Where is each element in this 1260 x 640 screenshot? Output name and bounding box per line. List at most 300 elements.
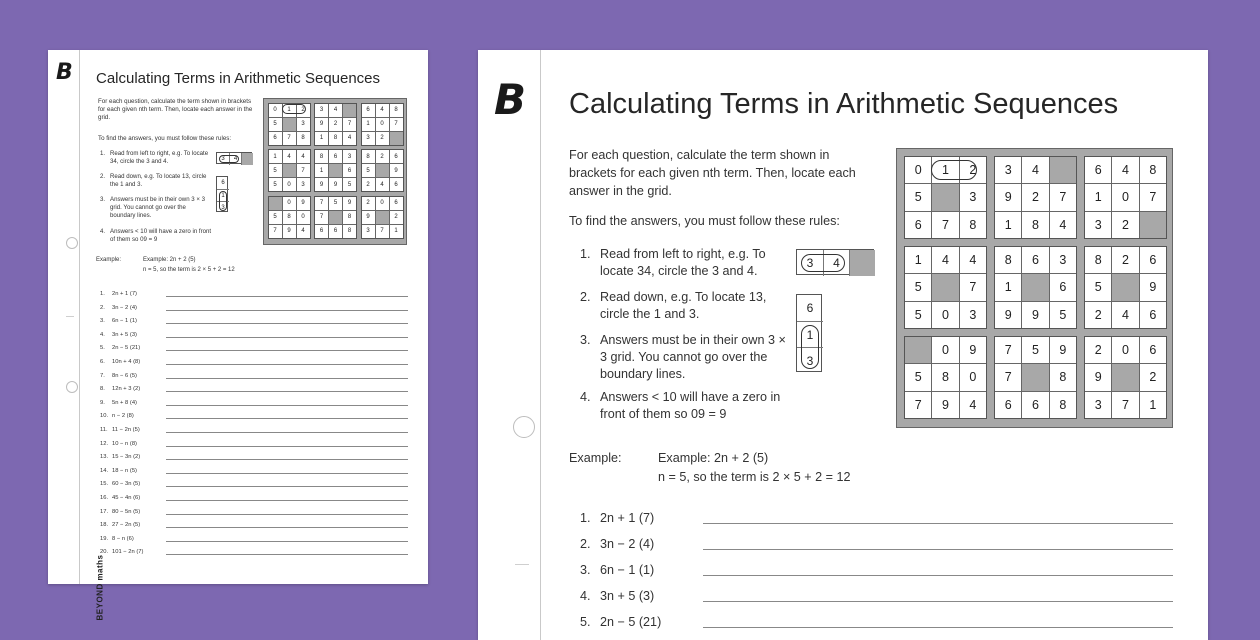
grid-block — [314, 149, 357, 192]
grid-cell[interactable]: 7 — [995, 337, 1021, 363]
grid-cell[interactable]: 9 — [283, 225, 296, 238]
grid-cell[interactable]: 5 — [269, 118, 282, 131]
rule-illustration-column — [216, 176, 228, 212]
grid-cell[interactable]: 4 — [932, 247, 958, 273]
grid-cell[interactable]: 6 — [1140, 247, 1166, 273]
grid-cell[interactable]: 8 — [995, 247, 1021, 273]
question-number: 3. — [580, 563, 591, 577]
grid-cell[interactable]: 9 — [1050, 337, 1076, 363]
grid-cell[interactable]: 6 — [1022, 247, 1048, 273]
rule-text: Read from left to right, e.g. To locate 34, circle the 3 and 4. — [110, 150, 209, 165]
grid-cell[interactable]: 6 — [390, 197, 403, 210]
illustration-cell: 6 — [221, 180, 225, 186]
grid-cell[interactable]: 8 — [1050, 392, 1076, 418]
question-number: 6. — [100, 359, 105, 365]
grid-cell[interactable]: 2 — [376, 132, 389, 145]
illustration-cell: 3 — [797, 347, 823, 373]
page-title: Calculating Terms in Arithmetic Sequences — [569, 88, 1119, 120]
grid-cell[interactable]: 4 — [376, 104, 389, 117]
grid-cell[interactable]: 5 — [1085, 274, 1111, 300]
grid-cell[interactable] — [932, 274, 958, 300]
grid-cell[interactable]: 0 — [1112, 337, 1138, 363]
question-expression: 15 − 3n (2) — [112, 454, 141, 461]
answer-line[interactable] — [166, 527, 408, 528]
illustration-cell: 4 — [229, 153, 241, 165]
grid-cell[interactable]: 9 — [932, 392, 958, 418]
answer-line[interactable] — [703, 627, 1173, 628]
grid-cell[interactable]: 3 — [297, 118, 310, 131]
illustration-cell: 6 — [806, 301, 814, 315]
question-number: 20. — [100, 549, 109, 556]
grid-cell[interactable]: 1 — [995, 274, 1021, 300]
grid-cell[interactable]: 0 — [269, 104, 282, 117]
grid-cell[interactable]: 4 — [1112, 157, 1138, 183]
rule-number: 3. — [100, 196, 106, 203]
answer-line[interactable] — [166, 418, 408, 419]
question-expression: 80 − 5n (5) — [112, 508, 141, 515]
illustration-circle — [801, 325, 819, 369]
fold-mark — [66, 316, 74, 317]
question-number: 10. — [100, 413, 109, 420]
grid-cell[interactable]: 7 — [905, 392, 931, 418]
question-expression: n − 2 (8) — [112, 413, 134, 420]
grid-cell[interactable]: 0 — [1112, 184, 1138, 210]
grid-cell[interactable]: 3 — [315, 104, 328, 117]
grid-cell[interactable]: 8 — [315, 150, 328, 163]
question-number: 9. — [100, 399, 105, 406]
grid-cell[interactable]: 4 — [960, 392, 986, 418]
grid-cell[interactable] — [376, 211, 389, 224]
grid-cell[interactable]: 8 — [960, 212, 986, 238]
grid-cell[interactable]: 5 — [362, 164, 375, 177]
answer-line[interactable] — [166, 486, 408, 487]
grid-cell[interactable]: 3 — [960, 184, 986, 210]
question-expression: 3n + 5 (3) — [600, 589, 655, 603]
grid-cell[interactable]: 9 — [362, 211, 375, 224]
grid-cell[interactable]: 0 — [932, 337, 958, 363]
rule-number: 4. — [580, 390, 591, 404]
grid-cell[interactable]: 2 — [362, 197, 375, 210]
rule-text: Answers must be in their own 3 × 3 grid. You cannot go over the boundary lines. — [110, 196, 206, 219]
grid-cell[interactable]: 5 — [269, 178, 282, 191]
grid-cell[interactable]: 6 — [343, 164, 356, 177]
grid-block — [361, 149, 404, 192]
illustration-circle — [801, 254, 845, 272]
grid-cell[interactable]: 5 — [343, 178, 356, 191]
grid-cell[interactable]: 2 — [1022, 184, 1048, 210]
example-circle — [282, 104, 306, 114]
grid-cell[interactable] — [269, 197, 282, 210]
grid-cell[interactable]: 7 — [995, 364, 1021, 390]
grid-cell[interactable]: 2 — [376, 150, 389, 163]
question-expression: 101 − 2n (7) — [112, 549, 144, 556]
grid-cell[interactable]: 6 — [1050, 274, 1076, 300]
grid-cell[interactable] — [329, 164, 342, 177]
example-circle — [931, 160, 977, 180]
grid-cell[interactable]: 5 — [1050, 302, 1076, 328]
illustration-circle — [219, 155, 239, 163]
grid-cell[interactable]: 7 — [390, 118, 403, 131]
answer-line[interactable] — [166, 446, 408, 447]
grid-cell[interactable]: 6 — [362, 104, 375, 117]
grid-cell[interactable]: 6 — [1085, 157, 1111, 183]
answer-line[interactable] — [166, 310, 408, 311]
answer-line[interactable] — [166, 378, 408, 379]
question-expression: 8 − n (6) — [112, 535, 134, 542]
grid-cell[interactable]: 2 — [329, 118, 342, 131]
grid-cell[interactable]: 9 — [343, 197, 356, 210]
question-expression: 2n + 1 (7) — [600, 511, 655, 525]
grid-cell[interactable]: 4 — [329, 104, 342, 117]
question-number: 5. — [580, 615, 591, 629]
answer-line[interactable] — [703, 523, 1173, 524]
brand-name: BEYOND maths — [95, 554, 105, 621]
grid-cell[interactable]: 5 — [1022, 337, 1048, 363]
grid-cell[interactable]: 5 — [329, 197, 342, 210]
grid-cell[interactable]: 5 — [905, 274, 931, 300]
question-expression: 2n − 5 (21) — [112, 345, 141, 352]
grid-cell[interactable]: 1 — [269, 150, 282, 163]
rule-number: 2. — [580, 290, 591, 304]
rule-number: 4. — [100, 228, 106, 235]
grid-cell[interactable] — [343, 104, 356, 117]
grid-cell[interactable]: 3 — [1085, 392, 1111, 418]
answer-line[interactable] — [166, 364, 408, 365]
brand-logo: B — [56, 60, 73, 85]
grid-cell[interactable] — [1140, 212, 1166, 238]
grid-cell[interactable] — [1022, 274, 1048, 300]
punch-hole — [66, 237, 78, 249]
grid-cell[interactable]: 3 — [995, 157, 1021, 183]
grid-cell[interactable]: 6 — [269, 132, 282, 145]
grid-block — [314, 196, 357, 239]
grid-cell[interactable]: 2 — [1140, 364, 1166, 390]
grid-cell[interactable]: 6 — [390, 150, 403, 163]
intro-text: For each question, calculate the term shown in brackets for each given nth term. Then, locate each answer in the grid. — [569, 148, 856, 198]
grid-cell[interactable] — [390, 132, 403, 145]
grid-cell[interactable] — [376, 164, 389, 177]
grid-cell[interactable]: 1 — [283, 104, 296, 117]
grid-block — [361, 103, 404, 146]
grid-cell[interactable] — [283, 164, 296, 177]
grid-cell[interactable]: 9 — [297, 197, 310, 210]
grid-cell[interactable]: 8 — [343, 211, 356, 224]
example-line2: n = 5, so the term is 2 × 5 + 2 = 12 — [143, 267, 235, 273]
question-number: 8. — [100, 386, 105, 393]
grid-cell[interactable]: 1 — [1140, 392, 1166, 418]
grid-cell[interactable]: 8 — [932, 364, 958, 390]
illustration-circle — [219, 191, 227, 211]
grid-cell[interactable] — [905, 337, 931, 363]
grid-cell[interactable]: 4 — [283, 150, 296, 163]
grid-cell[interactable]: 6 — [1140, 337, 1166, 363]
question-expression: 18 − n (5) — [112, 467, 137, 474]
answer-line[interactable] — [166, 337, 408, 338]
example-line2: n = 5, so the term is 2 × 5 + 2 = 12 — [658, 470, 851, 484]
rule-illustration-row — [216, 152, 252, 164]
grid-cell[interactable]: 3 — [1085, 212, 1111, 238]
grid-block — [1084, 336, 1167, 419]
grid-cell[interactable]: 3 — [362, 132, 375, 145]
grid-cell[interactable]: 0 — [905, 157, 931, 183]
grid-cell[interactable]: 7 — [1140, 184, 1166, 210]
rule-text: Answers < 10 will have a zero in front of them so 09 = 9 — [110, 228, 212, 243]
grid-cell[interactable]: 5 — [905, 302, 931, 328]
grid-cell[interactable]: 2 — [362, 178, 375, 191]
grid-cell[interactable]: 8 — [1022, 212, 1048, 238]
grid-cell[interactable] — [932, 184, 958, 210]
answer-line[interactable] — [703, 575, 1173, 576]
grid-cell[interactable]: 6 — [995, 392, 1021, 418]
grid-cell[interactable]: 7 — [1112, 392, 1138, 418]
grid-cell[interactable]: 0 — [960, 364, 986, 390]
grid-cell[interactable]: 8 — [1050, 364, 1076, 390]
illustration-cell: 3 — [217, 201, 229, 213]
grid-cell[interactable]: 7 — [932, 212, 958, 238]
grid-cell[interactable]: 0 — [932, 302, 958, 328]
grid-block — [994, 156, 1077, 239]
rule-text: Answers < 10 will have a zero in front of them so 09 = 9 — [600, 390, 781, 421]
rule-text: Answers must be in their own 3 × 3 grid. You cannot go over the boundary lines. — [600, 333, 786, 381]
illustration-cell: 1 — [797, 321, 823, 347]
grid-cell[interactable]: 6 — [1140, 302, 1166, 328]
question-expression: 2n + 1 (7) — [112, 291, 137, 297]
illustration-cell: 1 — [217, 189, 229, 201]
page-margin-line — [540, 50, 541, 640]
grid-block — [268, 196, 311, 239]
grid-cell[interactable]: 1 — [362, 118, 375, 131]
grid-cell[interactable]: 4 — [1022, 157, 1048, 183]
grid-cell[interactable]: 5 — [269, 211, 282, 224]
grid-cell[interactable]: 7 — [376, 225, 389, 238]
grid-cell[interactable]: 6 — [315, 225, 328, 238]
grid-cell[interactable] — [283, 118, 296, 131]
grid-cell[interactable]: 5 — [905, 184, 931, 210]
grid-cell[interactable]: 1 — [995, 212, 1021, 238]
grid-cell[interactable]: 8 — [1140, 157, 1166, 183]
rule-illustration-row — [796, 249, 874, 275]
grid-cell[interactable]: 8 — [390, 104, 403, 117]
grid-cell[interactable]: 3 — [297, 178, 310, 191]
answer-line[interactable] — [166, 473, 408, 474]
question-number: 16. — [100, 495, 109, 501]
grid-cell[interactable]: 6 — [1022, 392, 1048, 418]
answer-line[interactable] — [166, 323, 408, 324]
example-line1: Example: 2n + 2 (5) — [658, 451, 769, 465]
question-number: 5. — [100, 345, 105, 352]
grid-cell[interactable]: 1 — [315, 164, 328, 177]
answer-line[interactable] — [166, 405, 408, 406]
grid-cell[interactable]: 4 — [1112, 302, 1138, 328]
grid-cell[interactable]: 7 — [297, 164, 310, 177]
grid-cell[interactable]: 4 — [376, 178, 389, 191]
grid-cell[interactable]: 2 — [297, 104, 310, 117]
question-number: 2. — [100, 304, 105, 311]
answer-grid — [263, 98, 407, 245]
grid-cell[interactable]: 3 — [1050, 247, 1076, 273]
grid-cell[interactable]: 6 — [329, 150, 342, 163]
question-number: 1. — [100, 291, 105, 297]
grid-cell[interactable]: 7 — [283, 132, 296, 145]
grid-cell[interactable]: 8 — [362, 150, 375, 163]
grid-block — [268, 149, 311, 192]
grid-cell[interactable]: 8 — [1085, 247, 1111, 273]
grid-cell[interactable] — [1112, 364, 1138, 390]
grid-cell[interactable]: 4 — [960, 247, 986, 273]
grid-cell[interactable]: 2 — [960, 157, 986, 183]
question-expression: 6n − 1 (1) — [600, 563, 655, 577]
grid-cell[interactable]: 6 — [329, 225, 342, 238]
answer-grid — [896, 148, 1173, 428]
grid-cell[interactable]: 9 — [315, 178, 328, 191]
illustration-cell — [241, 153, 253, 165]
grid-cell[interactable]: 9 — [995, 302, 1021, 328]
answer-line[interactable] — [166, 554, 408, 555]
grid-cell[interactable]: 9 — [329, 178, 342, 191]
question-number: 18. — [100, 522, 109, 529]
grid-cell[interactable]: 1 — [390, 225, 403, 238]
rule-number: 2. — [100, 173, 106, 180]
question-number: 13. — [100, 454, 109, 461]
grid-cell[interactable]: 0 — [283, 178, 296, 191]
rule-number: 3. — [580, 333, 591, 347]
question-expression: 3n − 2 (4) — [600, 537, 655, 551]
grid-cell[interactable]: 6 — [390, 178, 403, 191]
question-number: 3. — [100, 318, 105, 325]
grid-cell[interactable]: 9 — [1085, 364, 1111, 390]
question-number: 15. — [100, 481, 109, 488]
illustration-cell: 3 — [221, 156, 225, 162]
question-expression: 27 − 2n (5) — [112, 522, 141, 529]
grid-cell[interactable]: 9 — [1140, 274, 1166, 300]
grid-cell[interactable]: 7 — [1050, 184, 1076, 210]
page-margin-line — [79, 50, 80, 584]
grid-cell[interactable]: 9 — [1022, 302, 1048, 328]
grid-cell[interactable]: 2 — [1112, 212, 1138, 238]
grid-cell[interactable]: 5 — [905, 364, 931, 390]
answer-line[interactable] — [703, 601, 1173, 602]
worksheet-preview-large[interactable] — [478, 50, 1208, 640]
intro-text: For each question, calculate the term shown in brackets for each given nth term. Then, locate each answer in the grid. — [98, 98, 253, 121]
grid-cell[interactable] — [1112, 274, 1138, 300]
grid-cell[interactable]: 0 — [297, 211, 310, 224]
question-number: 2. — [580, 537, 591, 551]
worksheet-preview-small[interactable] — [48, 50, 428, 621]
question-number: 7. — [100, 372, 105, 379]
grid-block — [904, 246, 987, 329]
answer-line[interactable] — [166, 500, 408, 501]
fold-mark — [515, 564, 529, 565]
grid-cell[interactable]: 1 — [1085, 184, 1111, 210]
answer-line[interactable] — [166, 541, 408, 542]
grid-cell[interactable]: 4 — [1050, 212, 1076, 238]
answer-line[interactable] — [166, 459, 408, 460]
question-number: 14. — [100, 467, 109, 474]
grid-cell[interactable]: 9 — [995, 184, 1021, 210]
grid-cell[interactable]: 4 — [297, 225, 310, 238]
grid-cell[interactable]: 3 — [362, 225, 375, 238]
question-expression: 60 − 3n (5) — [112, 481, 141, 488]
grid-cell[interactable] — [1022, 364, 1048, 390]
grid-cell[interactable]: 7 — [960, 274, 986, 300]
grid-cell[interactable]: 2 — [1085, 337, 1111, 363]
grid-cell[interactable]: 0 — [283, 197, 296, 210]
question-number: 1. — [580, 511, 591, 525]
question-expression: 10n + 4 (8) — [112, 359, 141, 365]
grid-cell[interactable]: 8 — [329, 132, 342, 145]
example-label: Example: — [569, 451, 622, 465]
grid-cell[interactable] — [1050, 157, 1076, 183]
grid-cell[interactable]: 2 — [1112, 247, 1138, 273]
answer-line[interactable] — [166, 514, 408, 515]
grid-cell[interactable]: 5 — [269, 164, 282, 177]
answer-line[interactable] — [166, 296, 408, 297]
grid-cell[interactable]: 4 — [297, 150, 310, 163]
answer-line[interactable] — [166, 391, 408, 392]
grid-cell[interactable]: 1 — [932, 157, 958, 183]
grid-cell[interactable]: 8 — [283, 211, 296, 224]
question-number: 11. — [100, 427, 108, 433]
grid-cell[interactable]: 8 — [297, 132, 310, 145]
answer-line[interactable] — [166, 432, 408, 433]
grid-cell[interactable]: 7 — [343, 118, 356, 131]
answer-line[interactable] — [166, 350, 408, 351]
punch-hole — [513, 416, 535, 438]
brand-logo: B — [494, 75, 527, 124]
question-expression: 45 − 4n (6) — [112, 495, 141, 501]
grid-cell[interactable]: 0 — [376, 197, 389, 210]
question-expression: 11 − 2n (5) — [112, 427, 140, 433]
question-number: 17. — [100, 508, 109, 515]
rules-heading: To find the answers, you must follow these rules: — [569, 214, 840, 228]
rule-number: 1. — [580, 247, 591, 261]
example-label: Example: — [96, 257, 122, 263]
grid-cell[interactable]: 7 — [315, 197, 328, 210]
grid-cell[interactable]: 7 — [315, 211, 328, 224]
grid-cell[interactable]: 8 — [343, 225, 356, 238]
grid-block — [1084, 156, 1167, 239]
grid-block — [361, 196, 404, 239]
grid-cell[interactable]: 9 — [390, 164, 403, 177]
grid-cell[interactable]: 6 — [905, 212, 931, 238]
grid-cell[interactable]: 2 — [390, 211, 403, 224]
answer-line[interactable] — [703, 549, 1173, 550]
example-line1: Example: 2n + 2 (5) — [143, 257, 196, 263]
grid-cell[interactable]: 3 — [343, 150, 356, 163]
question-expression: 3n − 2 (4) — [112, 304, 137, 311]
grid-cell[interactable]: 3 — [960, 302, 986, 328]
question-expression: 5n + 8 (4) — [112, 399, 137, 406]
rule-number: 1. — [100, 150, 106, 157]
grid-cell[interactable]: 9 — [315, 118, 328, 131]
question-expression: 6n − 1 (1) — [112, 318, 137, 325]
grid-cell[interactable]: 2 — [1085, 302, 1111, 328]
illustration-cell — [849, 250, 875, 276]
grid-cell[interactable]: 1 — [905, 247, 931, 273]
question-number: 4. — [580, 589, 591, 603]
grid-block — [1084, 246, 1167, 329]
question-expression: 2n − 5 (21) — [600, 615, 662, 629]
grid-cell[interactable]: 1 — [315, 132, 328, 145]
grid-cell[interactable]: 7 — [269, 225, 282, 238]
question-number: 12. — [100, 440, 109, 447]
grid-cell[interactable]: 9 — [960, 337, 986, 363]
rule-text: Read from left to right, e.g. To locate 34, circle the 3 and 4. — [600, 247, 766, 278]
grid-cell[interactable]: 4 — [343, 132, 356, 145]
grid-cell[interactable]: 0 — [376, 118, 389, 131]
question-expression: 3n + 5 (3) — [112, 331, 137, 338]
grid-cell[interactable] — [329, 211, 342, 224]
